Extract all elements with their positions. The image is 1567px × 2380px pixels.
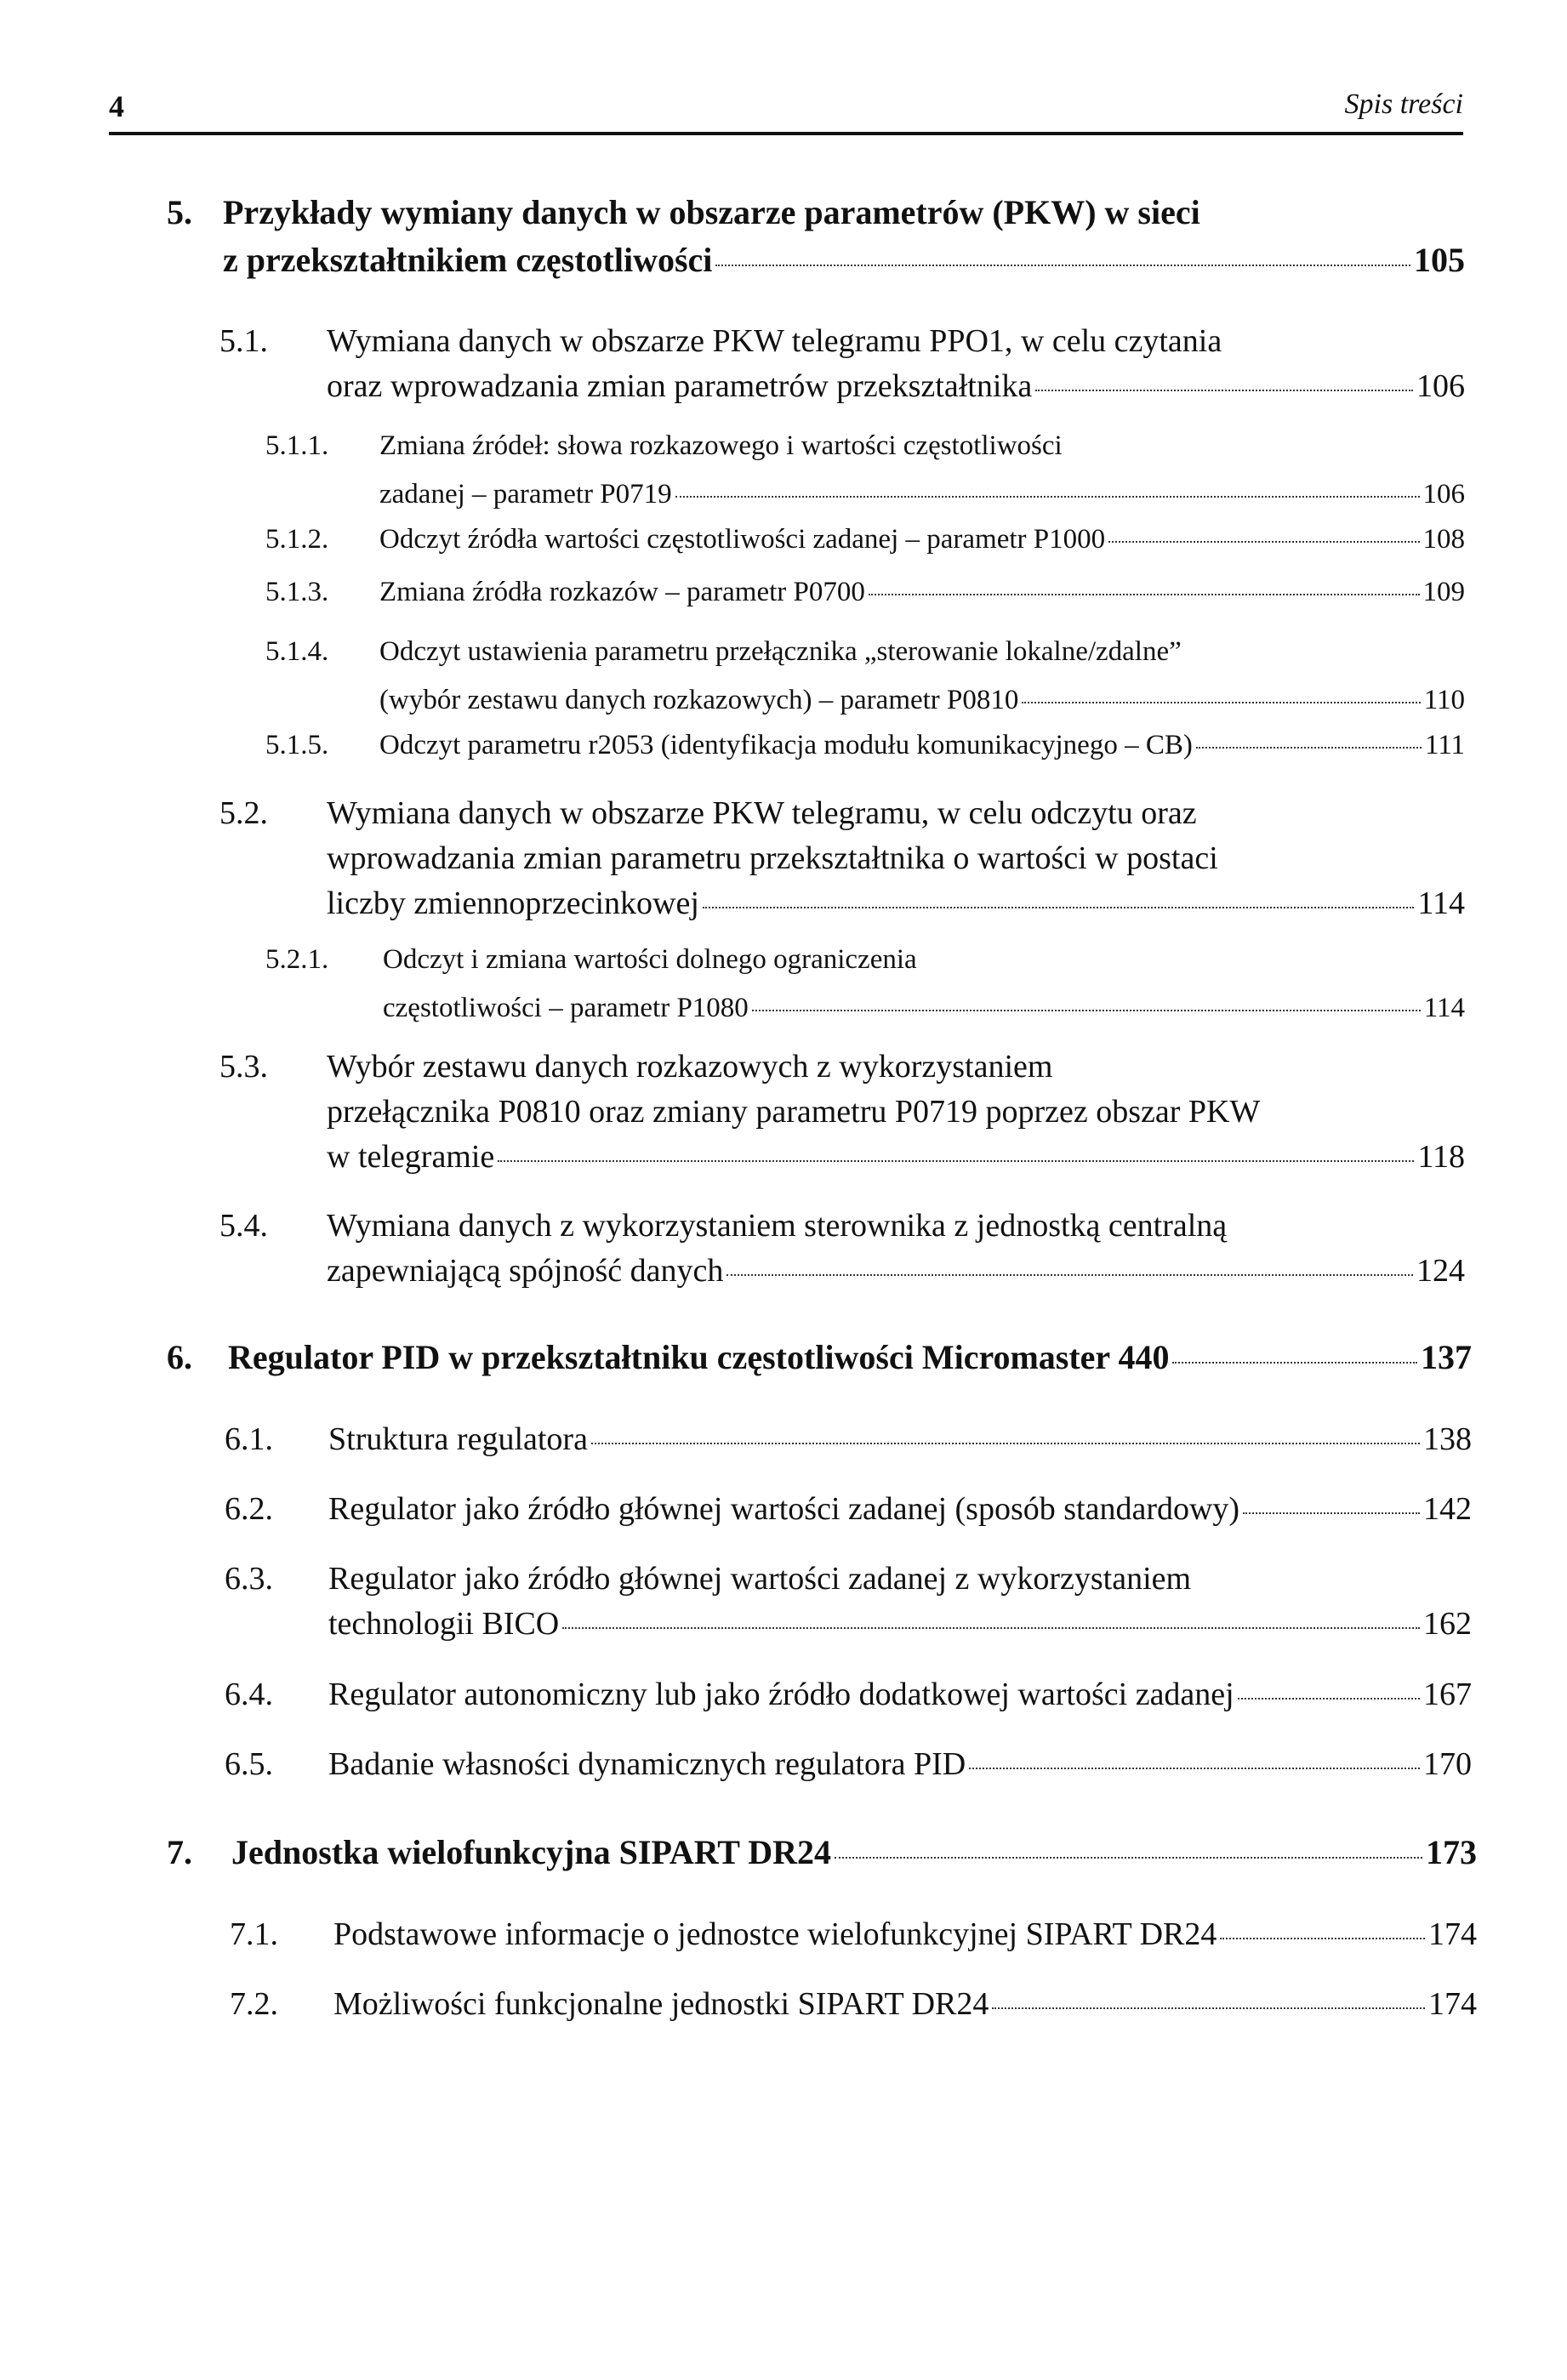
dot-leader: [715, 265, 1410, 266]
dot-leader: [727, 1274, 1413, 1276]
dot-leader: [1035, 390, 1413, 391]
toc-entry-page: 170: [1423, 1746, 1472, 1782]
toc-entry-page: 118: [1417, 1139, 1465, 1175]
toc-entry-title-line: Podstawowe informacje o jednostce wielofunkcyjnej SIPART DR24: [333, 1916, 1217, 1952]
toc-entry-page: 110: [1423, 685, 1465, 715]
toc-entry-number: 5.1.2.: [265, 524, 329, 555]
toc-entry-title-line: liczby zmiennoprzecinkowej: [327, 885, 699, 921]
toc-entry-title-line: Zmiana źródła rozkazów – parametr P0700: [379, 577, 865, 607]
toc-entry-page: 174: [1428, 1916, 1477, 1952]
dot-leader: [992, 2007, 1425, 2009]
toc-entry-number: 5.: [167, 193, 192, 231]
dot-leader: [1196, 747, 1422, 749]
toc-entry-title-line: Wymiana danych z wykorzystaniem sterownika z jednostką centralną: [327, 1208, 1228, 1244]
toc-entry-title-line: Struktura regulatora: [328, 1421, 588, 1457]
toc-entry-title-line: Zmiana źródeł: słowa rozkazowego i wartości częstotliwości: [379, 430, 1063, 461]
toc-entry-number: 6.5.: [225, 1746, 273, 1782]
toc-entry-title-line: Jednostka wielofunkcyjna SIPART DR24: [231, 1833, 831, 1871]
toc-entry-title-line: Regulator autonomiczny lub jako źródło dodatkowej wartości zadanej: [328, 1677, 1234, 1712]
toc-entry-title-line: Wymiana danych w obszarze PKW telegramu PPO1, w celu czytania: [327, 323, 1222, 359]
toc-entry-title-line: technologii BICO: [328, 1606, 560, 1642]
dot-leader: [1220, 1938, 1425, 1939]
dot-leader: [1243, 1512, 1420, 1514]
dot-leader: [562, 1627, 1420, 1629]
toc-entry-number: 6.1.: [225, 1421, 273, 1457]
toc-entry-title-line: Regulator jako źródło głównej wartości zadanej (sposób standardowy): [328, 1491, 1240, 1527]
toc-entry-page: 106: [1422, 479, 1465, 510]
dot-leader: [835, 1857, 1422, 1859]
page-number: 4: [109, 89, 124, 123]
toc-entry-title-line: Odczyt parametru r2053 (identyfikacja modułu komunikacyjnego – CB): [379, 730, 1193, 760]
dot-leader: [675, 496, 1420, 498]
dot-leader: [1022, 702, 1420, 703]
toc-entry-page: 124: [1416, 1253, 1465, 1289]
toc-entry-title-line: Odczyt i zmiana wartości dolnego ograniczenia: [383, 944, 917, 975]
toc-entry-title-line: Przykłady wymiany danych w obszarze parametrów (PKW) w sieci: [223, 193, 1200, 231]
toc-entry-page: 114: [1417, 885, 1465, 921]
toc-entry-number: 5.1.4.: [265, 636, 329, 667]
toc-entry-title-line: Regulator jako źródło głównej wartości zadanej z wykorzystaniem: [328, 1561, 1192, 1597]
toc-entry-title-line: Wymiana danych w obszarze PKW telegramu, w celu odczytu oraz: [327, 795, 1197, 831]
toc-entry-number: 7.1.: [230, 1916, 278, 1952]
dot-leader: [1238, 1698, 1420, 1700]
toc-entry-title-line: Możliwości funkcjonalne jednostki SIPART DR24: [333, 1986, 989, 2022]
toc-entry-page: 138: [1423, 1421, 1472, 1457]
dot-leader: [869, 594, 1420, 595]
toc-entry-number: 5.2.: [219, 795, 268, 831]
toc-entry-title-line: Regulator PID w przekształtniku częstotliwości Micromaster 440: [228, 1338, 1170, 1376]
toc-entry-title-line: przełącznika P0810 oraz zmiany parametru P0719 poprzez obszar PKW: [327, 1094, 1261, 1130]
toc-entry-number: 7.2.: [230, 1986, 278, 2022]
toc-entry-number: 5.1.3.: [265, 577, 329, 607]
toc-entry-title-line: zadanej – parametr P0719: [379, 479, 672, 510]
toc-entry-title-line: (wybór zestawu danych rozkazowych) – parametr P0810: [379, 685, 1019, 715]
dot-leader: [1108, 541, 1419, 543]
toc-entry-title-line: częstotliwości – parametr P1080: [383, 993, 749, 1023]
dot-leader: [498, 1160, 1414, 1162]
toc-entry-number: 6.2.: [225, 1491, 273, 1527]
toc-entry-number: 5.1.: [219, 323, 268, 359]
toc-entry-title-line: zapewniającą spójność danych: [327, 1253, 724, 1289]
dot-leader: [969, 1768, 1420, 1769]
toc-entry-page: 173: [1426, 1833, 1477, 1871]
toc-entry-title-line: Wybór zestawu danych rozkazowych z wykorzystaniem: [327, 1049, 1053, 1085]
toc-entry-number: 6.: [167, 1338, 192, 1376]
toc-entry-title-line: Odczyt ustawienia parametru przełącznika „sterowanie lokalne/zdalne”: [379, 636, 1182, 667]
toc-entry-number: 5.1.5.: [265, 730, 329, 760]
dot-leader: [703, 907, 1415, 908]
toc-entry-page: 111: [1424, 730, 1465, 760]
toc-entry-page: 137: [1421, 1338, 1472, 1376]
toc-entry-title-line: w telegramie: [327, 1139, 495, 1175]
toc-entry-number: 7.: [167, 1833, 192, 1871]
dot-leader: [752, 1010, 1421, 1011]
toc-entry-page: 114: [1423, 993, 1465, 1023]
toc-entry-page: 109: [1422, 577, 1465, 607]
toc-entry-number: 5.3.: [219, 1049, 268, 1085]
toc-entry-page: 108: [1422, 524, 1465, 555]
toc-entry-page: 162: [1423, 1606, 1472, 1642]
toc-entry-page: 142: [1423, 1491, 1472, 1527]
dot-leader: [1172, 1362, 1417, 1364]
toc-entry-page: 106: [1416, 368, 1465, 404]
toc-entry-number: 6.4.: [225, 1677, 273, 1712]
toc-entry-page: 167: [1423, 1677, 1472, 1712]
toc-entry-page: 105: [1414, 241, 1465, 279]
toc-entry-number: 5.2.1.: [265, 944, 329, 975]
toc-entry-title-line: oraz wprowadzania zmian parametrów przekształtnika: [327, 368, 1033, 404]
running-title: Spis treści: [1344, 88, 1463, 120]
toc-entry-number: 5.4.: [219, 1208, 268, 1244]
toc-entry-title-line: z przekształtnikiem częstotliwości: [223, 241, 713, 279]
toc-entry-page: 174: [1428, 1986, 1477, 2022]
toc-entry-title-line: wprowadzania zmian parametru przekształtnika o wartości w postaci: [327, 840, 1218, 876]
dot-leader: [591, 1443, 1420, 1444]
toc-entry-title-line: Odczyt źródła wartości częstotliwości zadanej – parametr P1000: [379, 524, 1106, 555]
toc-entry-title-line: Badanie własności dynamicznych regulatora PID: [328, 1746, 966, 1782]
toc-entry-number: 6.3.: [225, 1561, 273, 1597]
toc-entry-number: 5.1.1.: [265, 430, 329, 461]
